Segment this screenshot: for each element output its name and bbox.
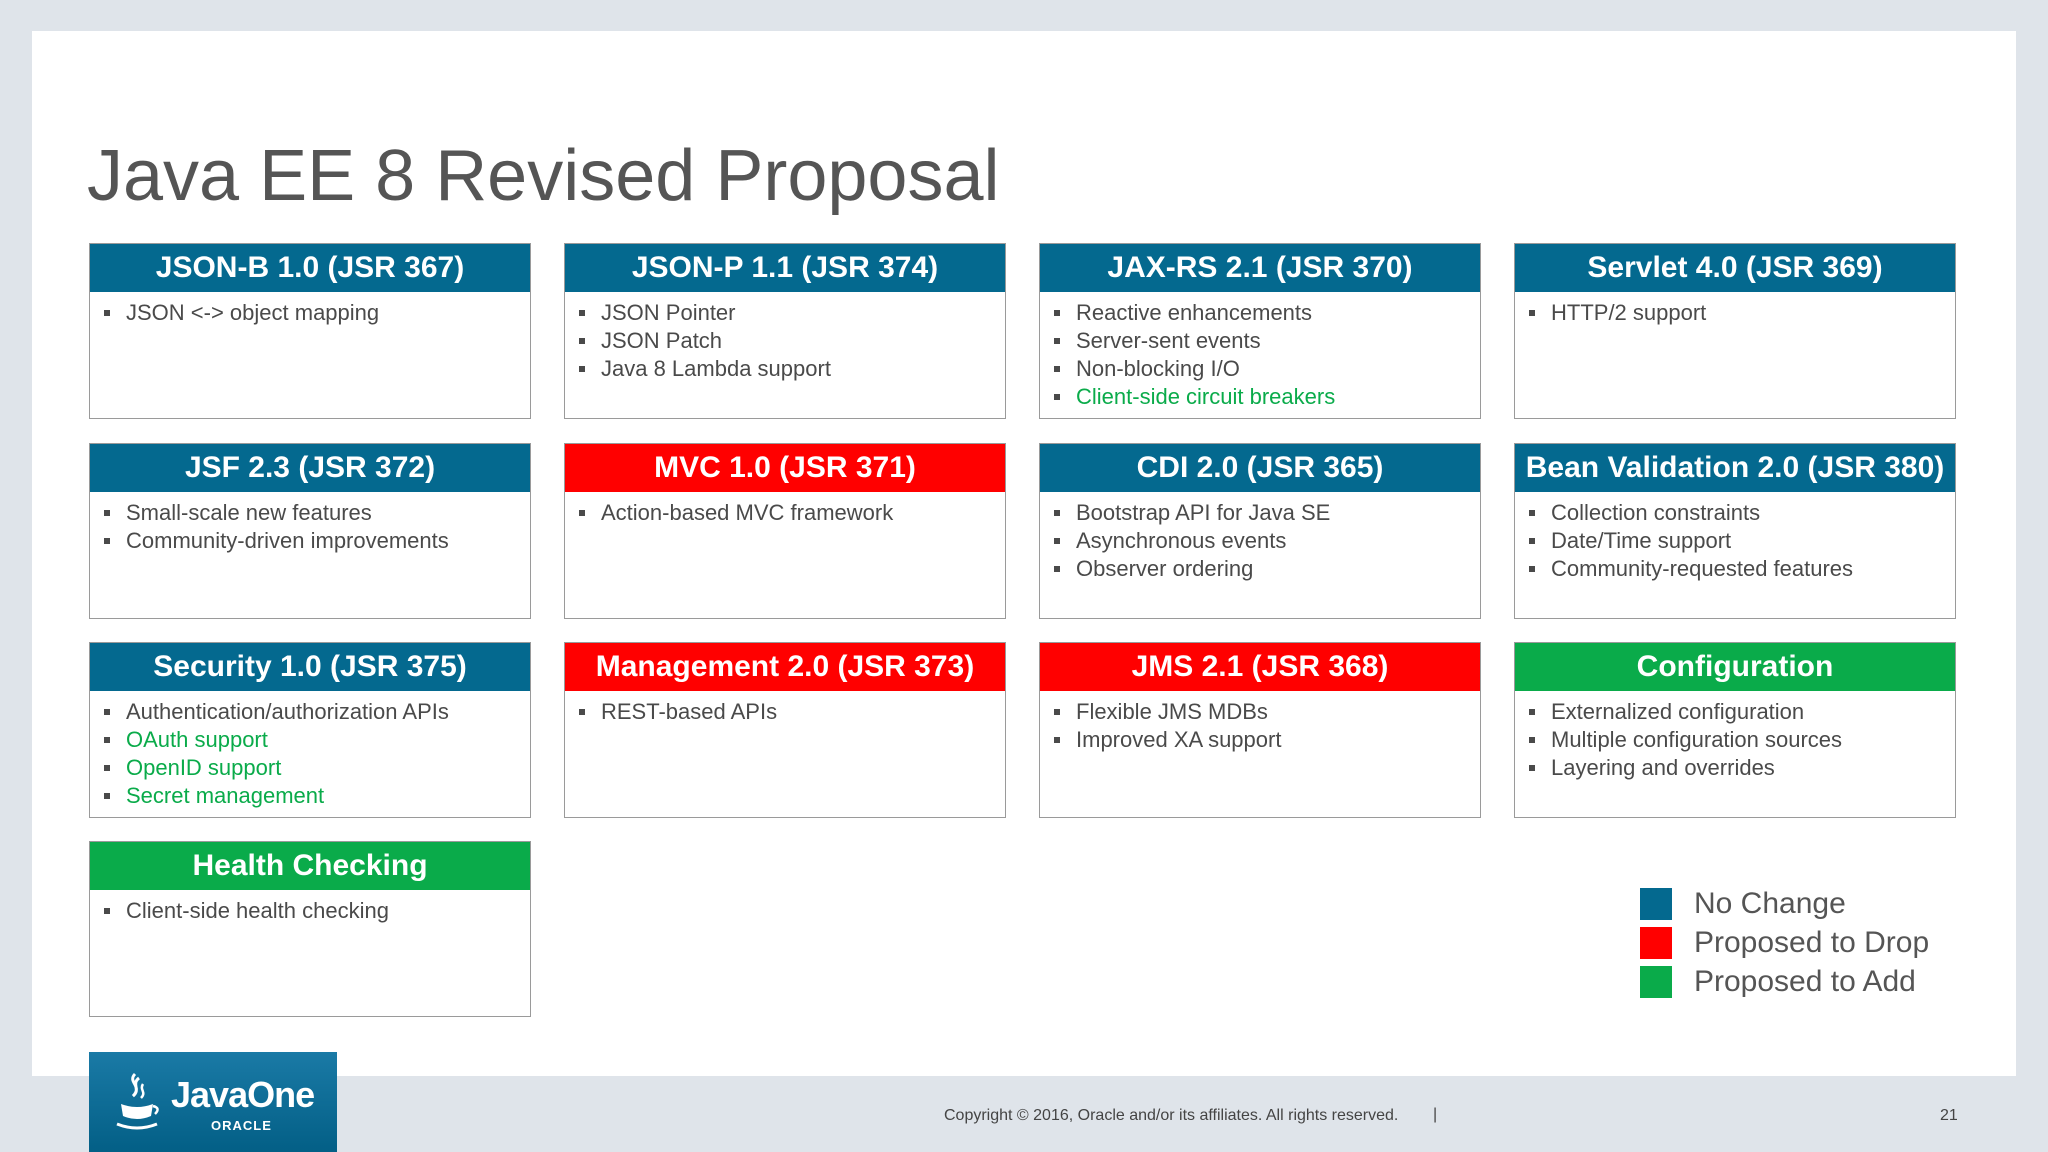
feature-text: Improved XA support — [1076, 727, 1282, 752]
feature-text: JSON <-> object mapping — [126, 300, 380, 325]
bullet-icon — [1054, 366, 1060, 372]
feature-text: Community-driven improvements — [126, 528, 449, 553]
feature-item — [104, 782, 530, 810]
logo-subtext: ORACLE — [211, 1118, 272, 1133]
footer-copyright: Copyright © 2016, Oracle and/or its affiliates. All rights reserved. — [944, 1107, 1399, 1124]
legend-label: Proposed to Add — [1694, 964, 1916, 998]
feature-text: Action-based MVC framework — [601, 500, 894, 525]
jsr-card — [1514, 642, 1956, 818]
legend-swatch — [1640, 888, 1672, 920]
feature-text: Asynchronous events — [1076, 528, 1287, 553]
feature-item — [579, 499, 1005, 527]
legend-swatch — [1640, 966, 1672, 998]
bullet-icon — [104, 908, 110, 914]
bullet-icon — [1054, 538, 1060, 544]
feature-item — [1054, 299, 1480, 327]
feature-item — [104, 726, 530, 754]
jsr-card — [1039, 243, 1481, 419]
jsr-card — [89, 443, 531, 619]
jsr-card — [1514, 443, 1956, 619]
jsr-card-header: JAX-RS 2.1 (JSR 370) — [1040, 244, 1480, 292]
feature-item — [104, 754, 530, 782]
bullet-icon — [104, 310, 110, 316]
feature-text: REST-based APIs — [601, 699, 778, 724]
jsr-card-header: Security 1.0 (JSR 375) — [90, 643, 530, 691]
feature-item — [104, 897, 530, 925]
bullet-icon — [104, 793, 110, 799]
feature-text: Date/Time support — [1551, 528, 1732, 553]
feature-item — [1054, 355, 1480, 383]
feature-text: Bootstrap API for Java SE — [1076, 500, 1331, 525]
java-cup-icon — [113, 1070, 163, 1136]
jsr-card-header: Health Checking — [90, 842, 530, 890]
feature-text: Non-blocking I/O — [1076, 356, 1240, 381]
feature-text: Server-sent events — [1076, 328, 1261, 353]
feature-item — [1054, 499, 1480, 527]
legend-item-drop — [1640, 923, 1929, 962]
bullet-icon — [1054, 394, 1060, 400]
bullet-icon — [1054, 709, 1060, 715]
slide-title: Java EE 8 Revised Proposal — [87, 136, 1000, 216]
feature-item — [579, 299, 1005, 327]
bullet-icon — [579, 338, 585, 344]
feature-list — [90, 691, 530, 810]
feature-list — [1040, 691, 1480, 754]
bullet-icon — [579, 709, 585, 715]
feature-text: Multiple configuration sources — [1551, 727, 1843, 752]
jsr-card — [89, 841, 531, 1017]
feature-list — [1040, 492, 1480, 583]
logo-wordmark: JavaOne — [171, 1074, 315, 1115]
feature-text: Authentication/authorization APIs — [126, 699, 449, 724]
feature-list — [1515, 691, 1955, 782]
legend-label: No Change — [1694, 886, 1846, 920]
feature-text: Layering and overrides — [1551, 755, 1775, 780]
feature-text: Java 8 Lambda support — [601, 356, 831, 381]
page-number: 21 — [1940, 1107, 1958, 1124]
feature-list — [1040, 292, 1480, 411]
feature-item — [1529, 499, 1955, 527]
jsr-card — [1039, 642, 1481, 818]
feature-item — [104, 499, 530, 527]
bullet-icon — [1054, 737, 1060, 743]
jsr-card-header: JSON-B 1.0 (JSR 367) — [90, 244, 530, 292]
feature-list — [90, 492, 530, 555]
feature-list — [565, 292, 1005, 383]
bullet-icon — [1054, 310, 1060, 316]
javaone-logo — [89, 1052, 337, 1152]
jsr-card-header: JMS 2.1 (JSR 368) — [1040, 643, 1480, 691]
jsr-card — [564, 243, 1006, 419]
bullet-icon — [104, 709, 110, 715]
bullet-icon — [1529, 538, 1535, 544]
jsr-card — [1039, 443, 1481, 619]
jsr-card-header: Configuration — [1515, 643, 1955, 691]
legend — [1640, 884, 1929, 1001]
jsr-card-header: MVC 1.0 (JSR 371) — [565, 444, 1005, 492]
feature-item — [1054, 698, 1480, 726]
feature-text: Client-side circuit breakers — [1076, 384, 1336, 409]
feature-text: HTTP/2 support — [1551, 300, 1707, 325]
bullet-icon — [1529, 566, 1535, 572]
bullet-icon — [1054, 566, 1060, 572]
bullet-icon — [104, 538, 110, 544]
feature-item — [1529, 555, 1955, 583]
feature-item — [1529, 754, 1955, 782]
feature-item — [104, 698, 530, 726]
feature-text: OpenID support — [126, 755, 282, 780]
feature-text: JSON Patch — [601, 328, 723, 353]
bullet-icon — [1529, 709, 1535, 715]
feature-item — [1054, 327, 1480, 355]
feature-item — [579, 698, 1005, 726]
feature-list — [565, 492, 1005, 527]
feature-list — [90, 292, 530, 327]
feature-item — [1054, 383, 1480, 411]
bullet-icon — [1529, 737, 1535, 743]
feature-list — [1515, 492, 1955, 583]
bullet-icon — [1529, 310, 1535, 316]
bullet-icon — [104, 510, 110, 516]
bullet-icon — [579, 510, 585, 516]
legend-item-no-change — [1640, 884, 1929, 923]
feature-text: Observer ordering — [1076, 556, 1254, 581]
jsr-card — [564, 642, 1006, 818]
feature-text: Flexible JMS MDBs — [1076, 699, 1268, 724]
jsr-card-header: Bean Validation 2.0 (JSR 380) — [1515, 444, 1955, 492]
jsr-card-header: Management 2.0 (JSR 373) — [565, 643, 1005, 691]
jsr-card-header: JSF 2.3 (JSR 372) — [90, 444, 530, 492]
jsr-card-header: Servlet 4.0 (JSR 369) — [1515, 244, 1955, 292]
feature-text: Client-side health checking — [126, 898, 389, 923]
jsr-card — [89, 642, 531, 818]
feature-item — [1529, 698, 1955, 726]
bullet-icon — [579, 310, 585, 316]
feature-item — [1529, 527, 1955, 555]
feature-item — [579, 355, 1005, 383]
bullet-icon — [1054, 338, 1060, 344]
feature-list — [1515, 292, 1955, 327]
feature-list — [90, 890, 530, 925]
jsr-card — [89, 243, 531, 419]
feature-text: Reactive enhancements — [1076, 300, 1313, 325]
bullet-icon — [104, 737, 110, 743]
feature-text: Community-requested features — [1551, 556, 1854, 581]
jsr-card — [564, 443, 1006, 619]
feature-text: Externalized configuration — [1551, 699, 1805, 724]
bullet-icon — [104, 765, 110, 771]
legend-swatch — [1640, 927, 1672, 959]
feature-text: OAuth support — [126, 727, 268, 752]
bullet-icon — [1529, 765, 1535, 771]
bullet-icon — [579, 366, 585, 372]
feature-item — [104, 299, 530, 327]
feature-text: Collection constraints — [1551, 500, 1761, 525]
feature-text: JSON Pointer — [601, 300, 736, 325]
legend-item-add — [1640, 962, 1929, 1001]
feature-text: Small-scale new features — [126, 500, 372, 525]
feature-item — [1054, 527, 1480, 555]
feature-item — [1529, 726, 1955, 754]
jsr-card-header: JSON-P 1.1 (JSR 374) — [565, 244, 1005, 292]
bullet-icon — [1529, 510, 1535, 516]
jsr-card — [1514, 243, 1956, 419]
jsr-card-header: CDI 2.0 (JSR 365) — [1040, 444, 1480, 492]
feature-item — [579, 327, 1005, 355]
bullet-icon — [1054, 510, 1060, 516]
legend-label: Proposed to Drop — [1694, 925, 1930, 959]
footer-separator: | — [1433, 1106, 1438, 1123]
feature-item — [104, 527, 530, 555]
feature-item — [1529, 299, 1955, 327]
feature-list — [565, 691, 1005, 726]
feature-item — [1054, 555, 1480, 583]
feature-item — [1054, 726, 1480, 754]
feature-text: Secret management — [126, 783, 325, 808]
